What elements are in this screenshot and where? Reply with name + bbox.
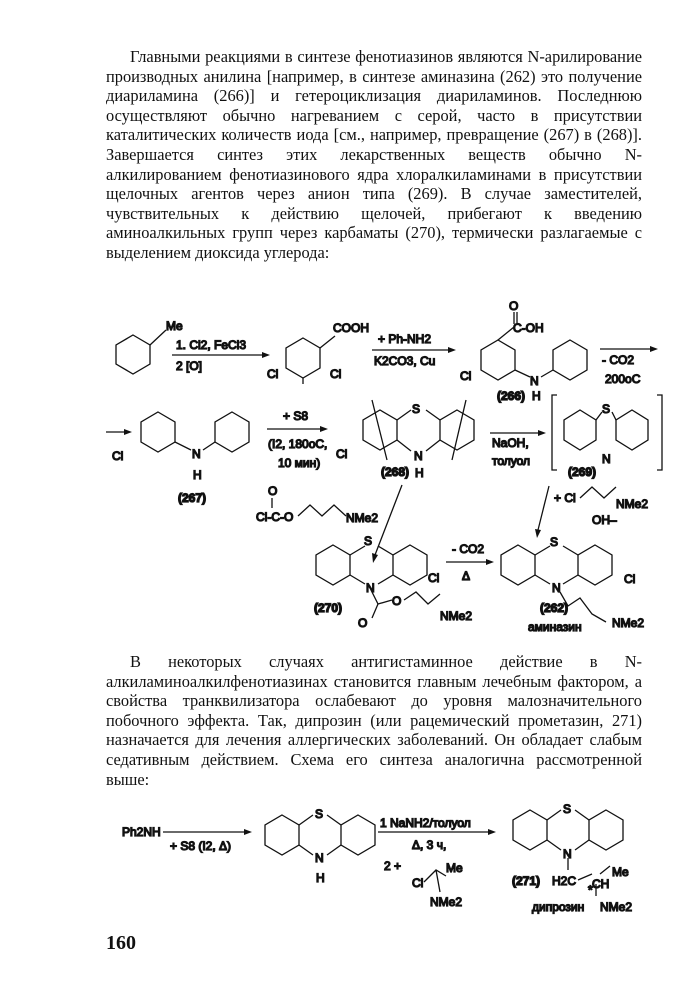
delta-1: Δ [462,569,471,583]
cl-label-2: Cl [330,367,342,381]
s-label-270: S [364,534,373,548]
step2-scheme2: 2 + [384,859,402,873]
n-label-271: N [563,847,572,861]
cl-label-1: Cl [267,367,279,381]
label-262: (262) [540,601,569,615]
diprozin-label: дипрозин [532,900,585,914]
oh-minus: OH– [592,513,617,527]
step1-line1: 1. Cl2, FeCl3 [176,338,247,352]
cooh-label: COOH [333,321,369,335]
label-270: (270) [314,601,343,615]
paragraph-1: Главными реакциями в синтезе фенотиазинов являются N-арилирование производных анилина [например, в синтезе аминазина (262) это получение диариламина (266)] и гетероциклизация диариламинов. Последнюю осуществляют обычно нагреванием с серой, часто в присутствии каталитических количеств иода [см., например, превращение (267) в (268)]. Завершается синтез этих лекарственных веществ обычно N-алкилированием фенотиазинового ядра хлоралкиламинами в присутствии щелочных агентов через анион типа (269). В случае заместителей, чувствительных к действию щелочей, прибегают к введению аминоалкильных групп через карбаматы (270), термически разлагаемые с выделением диоксида углерода: [106,47,642,262]
step1-line2: 2 [O] [176,359,203,373]
temp-200: 200oC [605,372,641,386]
cl-label-3: Cl [460,369,472,383]
co2-minus-2: - CO2 [452,542,485,556]
h-label-268: H [415,466,424,480]
cl-label-5: Cl [336,447,348,461]
step1-cond: Δ, 3 ч, [412,838,447,852]
me-scheme2: Me [446,861,463,875]
dichlorobenzoic-acid-structure [286,336,335,384]
toluene-label: толуол [492,454,531,468]
carbamoyl-reagent: Cl-C-O [256,510,294,524]
me-271: Me [612,865,629,879]
reagent-k2co3: K2CO3, Cu [374,354,436,368]
co2-minus: - CO2 [602,353,635,367]
aminazin-label: аминазин [528,620,582,634]
cl-label-6: Cl [428,571,440,585]
phenothiazine-structure [265,815,375,855]
alkyl-reagent: + Cl [554,491,576,505]
n-label-262: N [552,581,561,595]
compound-267-structure [141,412,249,452]
s-label-262: S [550,535,559,549]
n-label-267: N [192,447,201,461]
h-label-266: H [532,389,541,403]
label-268: (268) [381,465,410,479]
arrow-7 [375,485,402,555]
nme2-2: NMe2 [616,497,649,511]
plus-s8: + S8 [283,409,309,423]
h-label-267: H [193,468,202,482]
cl-label-4: Cl [112,449,124,463]
coh-label: C-OH [513,321,544,335]
toluene-structure [116,330,166,374]
n-label-pt: N [315,851,324,865]
ph2nh: Ph2NH [122,825,161,839]
s-label-268: S [412,402,421,416]
label-269: (269) [568,465,597,479]
cl-label-7: Cl [624,572,636,586]
h2c-label: H2C [552,874,577,888]
arrow-8 [538,486,549,530]
n-label-266: N [530,374,539,388]
o-label-3: O [358,616,368,630]
nme2-scheme2: NMe2 [430,895,463,909]
cond-time: 10 мин) [278,456,321,470]
ester-o: O [392,594,402,608]
paragraph-2: В некоторых случаях антигистаминное действие в N-алкиламиноалкилфенотиазинах становится главным лечебным фактором, а свойства транквилизатора ослабевают до уровня малозначительного побочного эффекта. Так, дипрозин (или рацемический прометазин, 271) назначается для лечения аллергических заболеваний. Он обладает слабым седативным действием. Схема его синтеза аналогична рассмотренной выше: [106,652,642,789]
label-271: (271) [512,874,541,888]
n-label-270: N [366,581,375,595]
step1-scheme2: 1 NaNH2/толуол [380,816,471,830]
star-label: * [588,883,593,897]
carbamoyl-chain [298,505,346,516]
s-label-pt: S [315,807,324,821]
me-label: Me [166,319,183,333]
o-label: O [509,299,519,313]
nme2-1: NMe2 [346,511,379,525]
s-label-271: S [563,802,572,816]
nme2-3: NMe2 [440,609,473,623]
s8-cond: + S8 (I2, Δ) [170,839,232,853]
cond-i2: (I2, 180oC, [268,437,328,451]
cl-scheme2: Cl [412,876,424,890]
ch-label: CH [592,877,610,891]
nme2-271: NMe2 [600,900,633,914]
h-label-pt: H [316,871,325,885]
naoh: NaOH, [492,436,529,450]
page-number: 160 [106,932,136,954]
alkyl-chain [580,487,616,498]
s-label-269: S [602,402,611,416]
o-label-2: O [268,484,278,498]
n-label-269: N [602,452,611,466]
nme2-4: NMe2 [612,616,645,630]
label-266: (266) [497,389,526,403]
reagent-ph: + Ph-NH2 [378,332,432,346]
n-label-268: N [414,449,423,463]
reagent-chain [424,870,446,892]
label-267: (267) [178,491,207,505]
